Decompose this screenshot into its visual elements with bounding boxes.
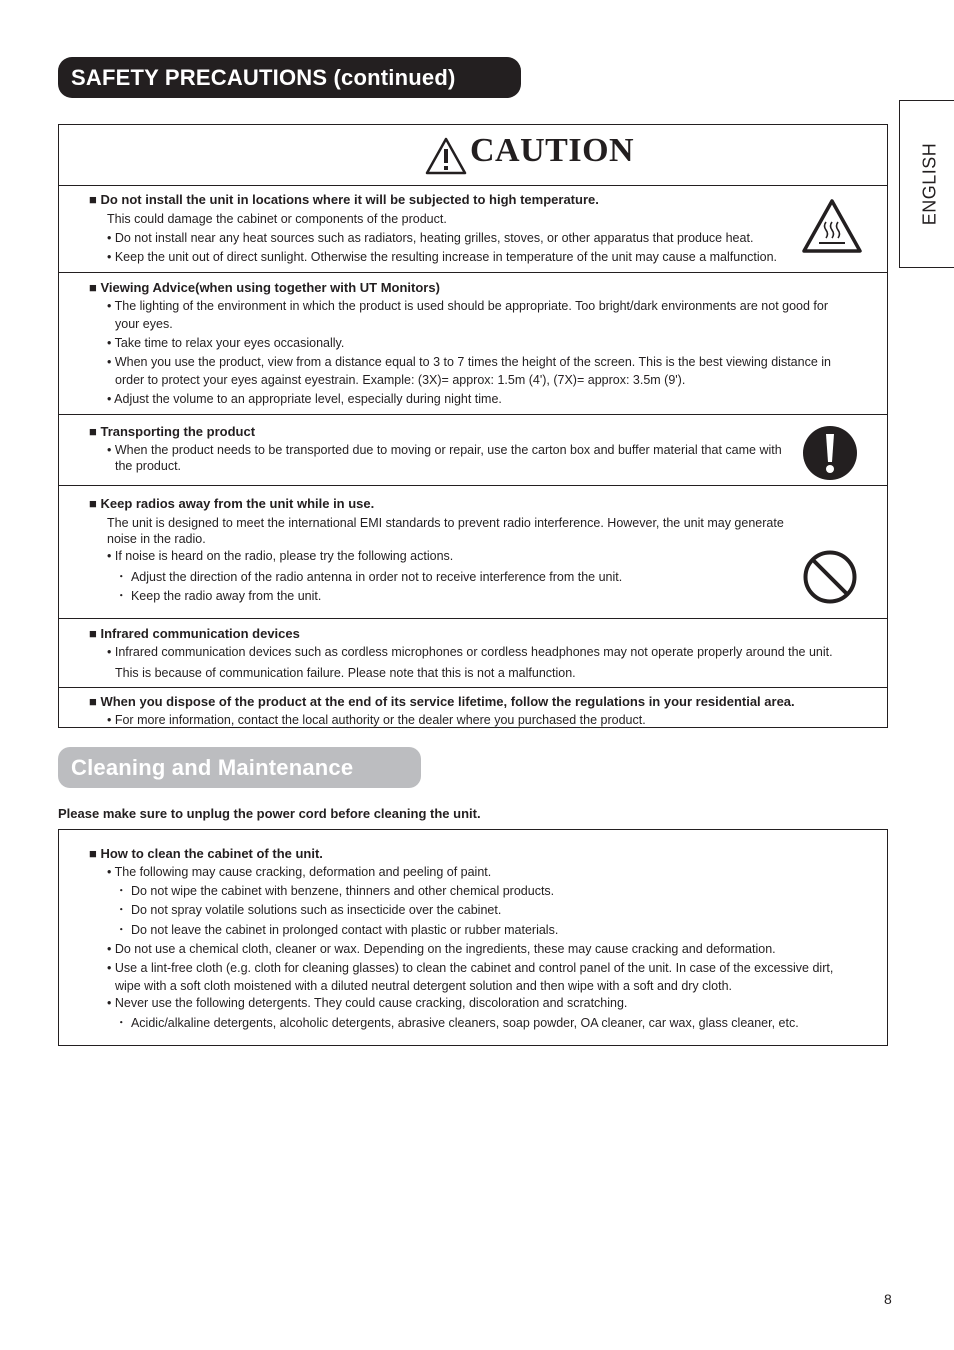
section-title-safety-precautions: SAFETY PRECAUTIONS (continued) bbox=[58, 57, 521, 98]
section-subbullet: ・ Adjust the direction of the radio antenna in order not to receive interference from the unit. bbox=[115, 570, 623, 584]
caution-section-viewing-advice bbox=[59, 273, 887, 415]
section-bullet: • When the product needs to be transported due to moving or repair, use the carton box and buffer material that came with bbox=[107, 443, 782, 457]
cleaning-subbullet: ・ Do not spray volatile solutions such as insecticide over the cabinet. bbox=[115, 903, 502, 917]
caution-title: CAUTION bbox=[470, 132, 635, 169]
section-bullet-cont: your eyes. bbox=[115, 317, 173, 331]
cleaning-heading: ■ How to clean the cabinet of the unit. bbox=[89, 846, 323, 861]
section-heading: ■ Do not install the unit in locations where it will be subjected to high temperature. bbox=[89, 192, 599, 207]
section-bullet: • Infrared communication devices such as cordless microphones or cordless headphones may not operate properly around the unit. bbox=[107, 645, 833, 659]
section-heading: ■ Viewing Advice(when using together with UT Monitors) bbox=[89, 280, 440, 295]
section-bullet: • Take time to relax your eyes occasionally. bbox=[107, 336, 345, 350]
mandatory-exclamation-icon bbox=[802, 425, 858, 481]
warning-triangle-icon bbox=[425, 137, 467, 175]
section-bullet: • Adjust the volume to an appropriate level, especially during night time. bbox=[107, 392, 502, 406]
section-bullet: • For more information, contact the local authority or the dealer where you purchased the product. bbox=[107, 713, 646, 727]
section-bullet-cont: This is because of communication failure. Please note that this is not a malfunction. bbox=[115, 666, 576, 680]
caution-section-high-temperature bbox=[59, 186, 887, 273]
section-title-cleaning: Cleaning and Maintenance bbox=[58, 747, 421, 788]
caution-header bbox=[59, 125, 887, 186]
cleaning-bullet: • Use a lint-free cloth (e.g. cloth for cleaning glasses) to clean the cabinet and control panel of the unit. In case of the excessive dirt, bbox=[107, 961, 834, 975]
section-heading: ■ Transporting the product bbox=[89, 424, 256, 439]
page-number: 8 bbox=[884, 1291, 892, 1307]
section-heading: ■ Keep radios away from the unit while in use. bbox=[89, 496, 375, 511]
language-tab-label: ENGLISH bbox=[919, 142, 939, 226]
cleaning-subbullet: ・ Do not leave the cabinet in prolonged contact with plastic or rubber materials. bbox=[115, 923, 559, 937]
caution-section-disposal bbox=[59, 688, 887, 732]
section-bullet: • The lighting of the environment in which the product is used should be appropriate. Too bright/dark environments are not good for bbox=[107, 299, 829, 313]
section-heading: ■ When you dispose of the product at the end of its service lifetime, follow the regulations in your residential area. bbox=[89, 694, 795, 709]
cleaning-bullet: • The following may cause cracking, deformation and peeling of paint. bbox=[107, 865, 492, 879]
section-bullet-cont: the product. bbox=[115, 459, 182, 473]
caution-section-infrared bbox=[59, 619, 887, 688]
cleaning-bullet-cont: wipe with a soft cloth moistened with a diluted neutral detergent solution and then wipe with a soft and dry cloth. bbox=[115, 979, 733, 993]
language-tab bbox=[899, 100, 954, 268]
section-text: noise in the radio. bbox=[107, 532, 206, 546]
cleaning-note: Please make sure to unplug the power cord before cleaning the unit. bbox=[58, 806, 481, 821]
caution-section-radios bbox=[59, 486, 887, 619]
hot-surface-warning-icon bbox=[801, 198, 863, 254]
caution-section-transporting bbox=[59, 415, 887, 486]
section-bullet: • Do not install near any heat sources such as radiators, heating grilles, stoves, or other apparatus that produce heat. bbox=[107, 231, 754, 245]
cleaning-box bbox=[58, 829, 888, 1046]
section-bullet-cont: order to protect your eyes against eyestrain. Example: (3X)= approx: 1.5m (4'), (7X)= approx: 3.5m (9'). bbox=[115, 373, 686, 387]
section-heading: ■ Infrared communication devices bbox=[89, 626, 300, 641]
section-bullet: • When you use the product, view from a distance equal to 3 to 7 times the height of the screen. This is the best viewing distance in bbox=[107, 355, 831, 369]
cleaning-bullet: • Do not use a chemical cloth, cleaner or wax. Depending on the ingredients, these may cause cracking and deformation. bbox=[107, 942, 776, 956]
section-text: The unit is designed to meet the international EMI standards to prevent radio interference. However, the unit may generate bbox=[107, 516, 784, 530]
cleaning-subbullet: ・ Acidic/alkaline detergents, alcoholic detergents, abrasive cleaners, soap powder, OA cleaner, car wax, glass cleaner, etc. bbox=[115, 1016, 799, 1030]
section-subbullet: ・ Keep the radio away from the unit. bbox=[115, 589, 322, 603]
section-bullet: • Keep the unit out of direct sunlight. Otherwise the resulting increase in temperature of the unit may cause a malfunction. bbox=[107, 250, 778, 264]
caution-box bbox=[58, 124, 888, 728]
cleaning-bullet: • Never use the following detergents. They could cause cracking, discoloration and scratching. bbox=[107, 996, 628, 1010]
section-text: This could damage the cabinet or components of the product. bbox=[107, 212, 447, 226]
section-bullet: • If noise is heard on the radio, please try the following actions. bbox=[107, 549, 454, 563]
prohibition-icon bbox=[802, 549, 858, 605]
cleaning-subbullet: ・ Do not wipe the cabinet with benzene, thinners and other chemical products. bbox=[115, 884, 555, 898]
